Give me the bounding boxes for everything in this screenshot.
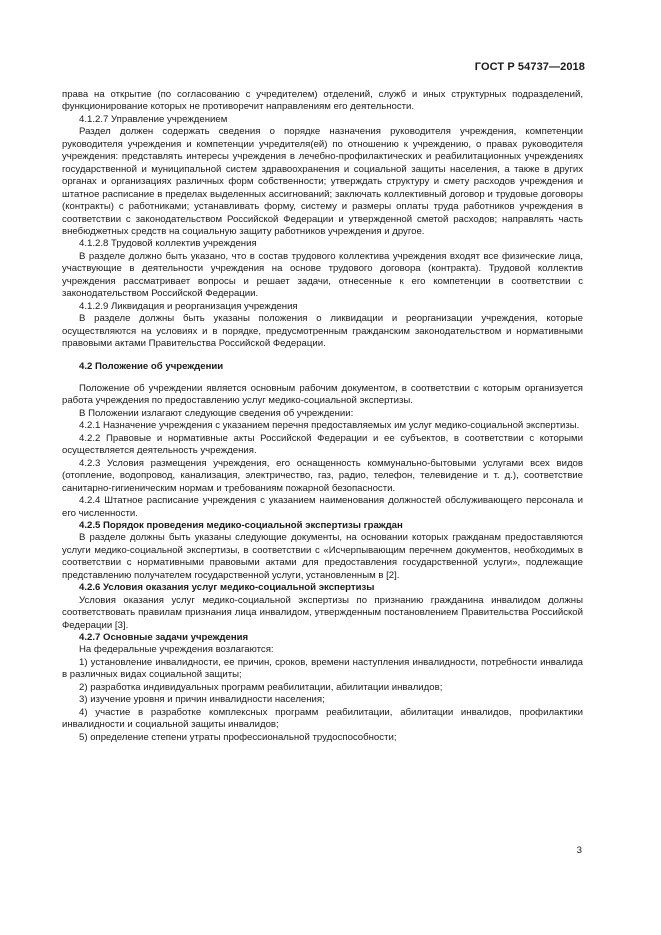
section-heading: 4.2.6 Условия оказания услуг медико-социальной экспертизы bbox=[79, 582, 375, 594]
section-heading: 4.2.7 Основные задачи учреждения bbox=[79, 632, 249, 644]
paragraph: 4) участие в разработке комплексных программ реабилитации, абилитации инвалидов, профилактики инвалидности и социальной защиты инвалидов; bbox=[62, 706, 583, 731]
paragraph: 3) изучение уровня и причин инвалидности населения; bbox=[79, 694, 325, 706]
section-heading: 4.2.5 Порядок проведения медико-социальной экспертизы граждан bbox=[79, 519, 403, 531]
page-number: 3 bbox=[576, 845, 582, 856]
paragraph: 4.1.2.9 Ликвидация и реорганизация учреждения bbox=[79, 300, 298, 312]
paragraph: 4.1.2.7 Управление учреждением bbox=[79, 113, 228, 125]
section-heading: 4.2 Положение об учреждении bbox=[79, 360, 224, 372]
paragraph: Раздел должен содержать сведения о порядке назначения руководителя учреждения, компетенции руководителя учреждения и компетенции учредителя(ей) по отношению к учреждению, о правах руководителя учреждения: представлять интересы учреждения в лечебно-профилактических и реабилитационных учреждениях государственной и муниципальной систем здравоохранения и социальной защиты населения, а также в других органах и организациях различных форм собственности; утверждать структуру и смету расходов учреждения и штатное расписание в пределах выделенных ассигнований; заключать коллективный договор и трудовые договоры (контракты) с работниками; устанавливать форму, систему и размеры оплаты труда работников учреждения в соответствии с законодательством Российской Федерации и утвержденной сметой расходов; направлять часть внебюджетных средств на социальную защиту работников учреждения и другое. bbox=[62, 126, 583, 237]
paragraph: 4.1.2.8 Трудовой коллектив учреждения bbox=[79, 238, 257, 250]
paragraph: 4.2.2 Правовые и нормативные акты Российской Федерации и ее субъектов, в соответствии с которыми осуществляется деятельность учреждения. bbox=[62, 432, 583, 457]
paragraph: Условия оказания услуг медико-социальной экспертизы по признанию гражданина инвалидом должны соответствовать правилам признания лица инвалидом, утвержденным постановлением Правительства Российской Федерации [3]. bbox=[62, 594, 583, 631]
paragraph: В разделе должно быть указано, что в состав трудового коллектива учреждения входят все физические лица, участвующие в деятельности учреждения на основе трудового договора (контракта). Трудовой коллектив учреждения рассматривает вопросы и решает задачи, отнесенные к его компетенции в соответствии с законодательством Российской Федерации. bbox=[62, 250, 583, 300]
paragraph: 5) определение степени утраты профессиональной трудоспособности; bbox=[79, 731, 397, 743]
paragraph: права на открытие (по согласованию с учредителем) отделений, служб и иных структурных подразделений, функционирование которых не противоречит направлениям его деятельности. bbox=[62, 89, 583, 113]
paragraph: На федеральные учреждения возлагаются: bbox=[79, 644, 274, 656]
paragraph: 1) установление инвалидности, ее причин, сроков, времени наступления инвалидности, потребности инвалида в различных видах социальной защиты; bbox=[62, 656, 583, 681]
document-body bbox=[62, 89, 583, 744]
paragraph: 4.2.1 Назначение учреждения с указанием перечня предоставляемых им услуг медико-социальной экспертизы. bbox=[79, 420, 580, 432]
paragraph: В Положении излагают следующие сведения об учреждении: bbox=[79, 407, 354, 419]
paragraph: Положение об учреждении является основным рабочим документом, в соответствии с которым организуется работа учреждения по предоставлению услуг медико-социальной экспертизы. bbox=[62, 382, 583, 407]
paragraph: В разделе должны быть указаны следующие документы, на основании которых гражданам предоставляются услуги медико-социальной экспертизы, в соответствии с «Исчерпывающим перечнем документов, необходимых в соответствии с нормативными правовыми актами для предоставления государственной услуги», подлежащие представлению получателем государственной услуги, установленным в [2]. bbox=[62, 532, 583, 581]
paragraph: 2) разработка индивидуальных программ реабилитации, абилитации инвалидов; bbox=[79, 681, 443, 693]
paragraph: 4.2.3 Условия размещения учреждения, его оснащенность коммунально-бытовыми услугами всех видов (отопление, водопровод, канализация, электричество, газ, радио, телефон, телевидение и т. д.), соответствие санитарно-гигиеническим нормам и требованиям пожарной безопасности. bbox=[62, 457, 583, 494]
document-code: ГОСТ Р 54737—2018 bbox=[474, 61, 585, 73]
paragraph: 4.2.4 Штатное расписание учреждения с указанием наименования должностей обслуживающего персонала и его численности. bbox=[62, 495, 583, 519]
paragraph: В разделе должны быть указаны положения о ликвидации и реорганизации учреждения, которые осуществляются на условиях и в порядке, предусмотренным гражданским законодательством и нормативными правовыми актами Правительства Российской Федерации. bbox=[62, 313, 583, 350]
